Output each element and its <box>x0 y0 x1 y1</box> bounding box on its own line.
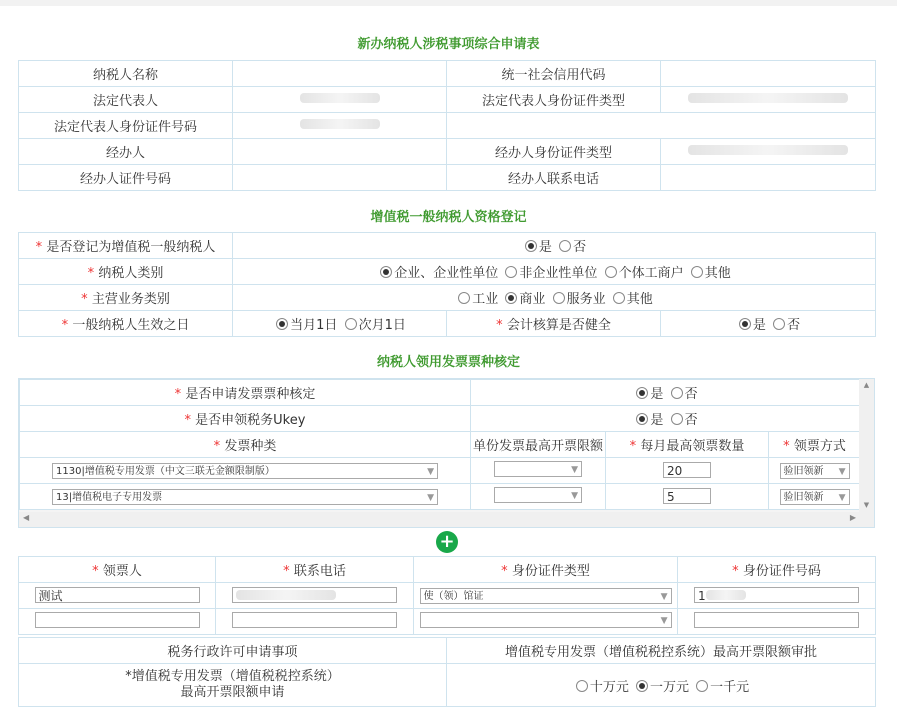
radio-yes[interactable] <box>525 240 537 252</box>
label-register-vat: * 是否登记为增值税一般纳税人 <box>19 233 233 259</box>
invoice-row <box>20 458 861 484</box>
scroll-right-icon[interactable]: ▶ <box>849 513 856 522</box>
taxpayer-category-options: 企业、企业性单位 非企业性单位 个体工商户 其他 <box>233 259 876 285</box>
redacted-value <box>300 119 380 129</box>
invoice-scroll-panel[interactable] <box>18 378 875 528</box>
radio-no[interactable] <box>559 240 571 252</box>
radio-this-month[interactable] <box>276 318 288 330</box>
label-handler-id-type: 经办人身份证件类型 <box>447 139 661 165</box>
chevron-down-icon: ▼ <box>571 490 578 501</box>
chevron-down-icon: ▼ <box>838 492 846 503</box>
receiver-idno-input[interactable]: 1 <box>694 587 859 603</box>
chevron-down-icon: ▼ <box>838 466 846 477</box>
value-handler-id-type[interactable] <box>661 139 876 165</box>
invoice-row <box>20 484 861 510</box>
redacted-value <box>300 93 380 103</box>
label-effective-date: * 一般纳税人生效之日 <box>19 311 233 337</box>
label-apply-ukey: * 是否申领税务Ukey <box>20 406 471 432</box>
receiver-idtype-select[interactable] <box>420 612 672 628</box>
col-header-phone: * 联系电话 <box>216 557 414 583</box>
label-legal-id-type: 法定代表人身份证件类型 <box>447 87 661 113</box>
radio-industry[interactable] <box>458 292 470 304</box>
license-table <box>18 637 876 707</box>
label-legal-rep: 法定代表人 <box>19 87 233 113</box>
col-header-way: * 领票方式 <box>769 432 861 458</box>
radio-ukey-yes[interactable] <box>636 413 648 425</box>
radio-next-month[interactable] <box>345 318 357 330</box>
value-handler[interactable] <box>233 139 447 165</box>
col-header-limit: 单份发票最高开票限额 <box>471 432 606 458</box>
radio-enterprise[interactable] <box>380 266 392 278</box>
radio-commerce[interactable] <box>505 292 517 304</box>
radio-service[interactable] <box>553 292 565 304</box>
label-handler: 经办人 <box>19 139 233 165</box>
invoice-way-select[interactable]: 验旧领新 ▼ <box>780 463 850 479</box>
redacted-value <box>688 145 848 155</box>
license-limit-options: 十万元 一万元 一千元 <box>447 664 876 707</box>
invoice-limit-select[interactable] <box>494 461 582 477</box>
vat-table <box>18 232 876 337</box>
radio-invoice-yes[interactable] <box>636 387 648 399</box>
accounting-sound-options: 是 否 <box>661 311 876 337</box>
label-taxpayer-category: * 纳税人类别 <box>19 259 233 285</box>
radio-individual[interactable] <box>605 266 617 278</box>
chevron-down-icon: ▼ <box>571 464 578 475</box>
label-accounting-sound: * 会计核算是否健全 <box>447 311 661 337</box>
radio-100k[interactable] <box>576 680 588 692</box>
horizontal-scrollbar[interactable] <box>19 512 860 527</box>
chevron-down-icon: ▼ <box>427 492 434 503</box>
radio-other-business[interactable] <box>613 292 625 304</box>
label-business-category: * 主营业务类别 <box>19 285 233 311</box>
value-legal-rep[interactable] <box>233 87 447 113</box>
effective-date-options: 当月1日 次月1日 <box>233 311 447 337</box>
business-category-options: 工业 商业 服务业 其他 <box>233 285 876 311</box>
label-handler-phone: 经办人联系电话 <box>447 165 661 191</box>
redacted-value <box>706 590 746 600</box>
invoice-kind-select[interactable]: 1130|增值税专用发票（中文三联无金额限制版） ▼ <box>52 463 438 479</box>
value-legal-id-no[interactable] <box>233 113 447 139</box>
radio-invoice-no[interactable] <box>671 387 683 399</box>
receiver-phone-input[interactable] <box>232 587 397 603</box>
label-credit-code: 统一社会信用代码 <box>447 61 661 87</box>
invoice-section-title: 纳税人领用发票票种核定 <box>376 355 520 370</box>
receiver-name-input[interactable] <box>35 612 200 628</box>
empty-cell <box>447 113 876 139</box>
invoice-qty-input[interactable]: 20 <box>663 462 711 478</box>
scroll-up-icon[interactable]: ▲ <box>863 381 870 389</box>
radio-other[interactable] <box>691 266 703 278</box>
col-header-receiver: * 领票人 <box>19 557 216 583</box>
value-credit-code[interactable] <box>661 61 876 87</box>
value-handler-id-no[interactable] <box>233 165 447 191</box>
chevron-down-icon: ▼ <box>427 466 434 477</box>
radio-accounting-no[interactable] <box>773 318 785 330</box>
top-strip <box>0 0 897 6</box>
apply-invoice-kind-options: 是 否 <box>471 380 861 406</box>
register-vat-options: 是 否 <box>233 233 876 259</box>
invoice-kind-select[interactable]: 13|增值税电子专用发票 ▼ <box>52 489 438 505</box>
scroll-down-icon[interactable]: ▼ <box>863 501 870 509</box>
basic-info-table <box>18 60 876 191</box>
label-taxpayer-name: 纳税人名称 <box>19 61 233 87</box>
radio-10k[interactable] <box>636 680 648 692</box>
apply-ukey-options: 是 否 <box>471 406 861 432</box>
receiver-row <box>19 609 876 635</box>
label-apply-invoice-kind: * 是否申请发票票种核定 <box>20 380 471 406</box>
radio-ukey-no[interactable] <box>671 413 683 425</box>
col-header-idtype: * 身份证件类型 <box>414 557 678 583</box>
receiver-phone-input[interactable] <box>232 612 397 628</box>
radio-non-enterprise[interactable] <box>505 266 517 278</box>
receiver-idno-input[interactable] <box>694 612 859 628</box>
plus-circle-icon: + <box>439 531 455 552</box>
form-title: 新办纳税人涉税事项综合申请表 <box>357 37 540 52</box>
license-item-label: 税务行政许可申请事项 <box>19 638 447 664</box>
label-handler-id-no: 经办人证件号码 <box>19 165 233 191</box>
col-header-qty: * 每月最高领票数量 <box>606 432 769 458</box>
redacted-value <box>236 590 336 600</box>
value-handler-phone[interactable] <box>661 165 876 191</box>
receiver-idtype-select[interactable]: 使（领）馆证 ▼ <box>420 588 672 604</box>
chevron-down-icon: ▼ <box>660 615 668 626</box>
radio-accounting-yes[interactable] <box>739 318 751 330</box>
col-header-kind: * 发票种类 <box>20 432 471 458</box>
radio-1k[interactable] <box>696 680 708 692</box>
vat-section-title: 增值税一般纳税人资格登记 <box>370 210 527 225</box>
chevron-down-icon: ▼ <box>660 591 668 602</box>
vertical-scrollbar[interactable] <box>859 379 874 527</box>
receiver-table <box>18 556 876 635</box>
receiver-row <box>19 583 876 609</box>
add-row-button[interactable] <box>436 531 458 553</box>
value-legal-id-type[interactable] <box>661 87 876 113</box>
license-apply-label: *增值税专用发票（增值税税控系统） 最高开票限额申请 <box>19 664 447 707</box>
license-approval-label: 增值税专用发票（增值税税控系统）最高开票限额审批 <box>447 638 876 664</box>
value-taxpayer-name[interactable] <box>233 61 447 87</box>
invoice-limit-select[interactable] <box>494 487 582 503</box>
col-header-idno: * 身份证件号码 <box>678 557 876 583</box>
receiver-name-input[interactable]: 测试 <box>35 587 200 603</box>
invoice-way-select[interactable]: 验旧领新 ▼ <box>780 489 850 505</box>
redacted-value <box>688 93 848 103</box>
label-legal-id-no: 法定代表人身份证件号码 <box>19 113 233 139</box>
invoice-table <box>19 379 861 510</box>
invoice-qty-input[interactable]: 5 <box>663 488 711 504</box>
scroll-left-icon[interactable]: ◀ <box>23 513 30 522</box>
